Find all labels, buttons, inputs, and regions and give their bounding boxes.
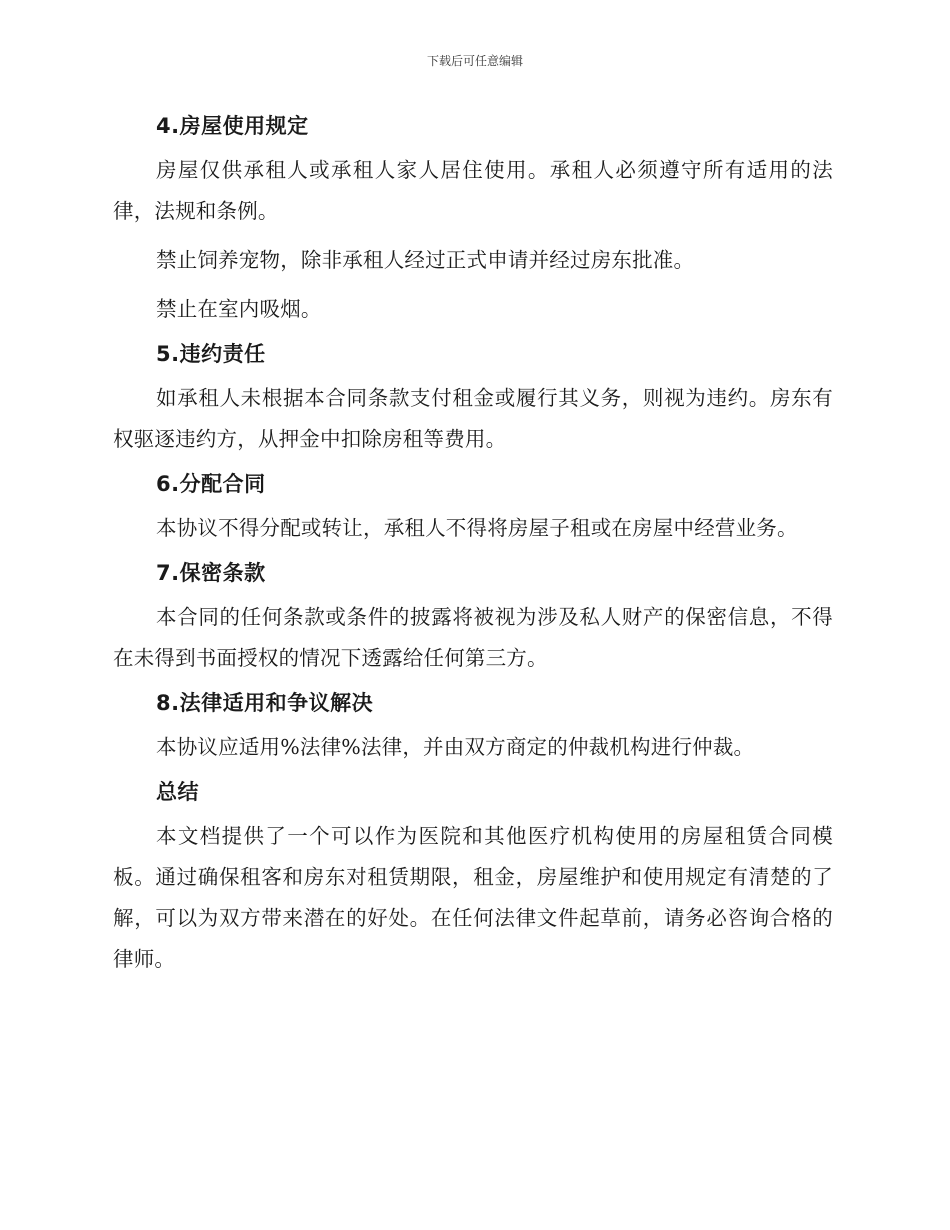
paragraph: 本合同的任何条款或条件的披露将被视为涉及私人财产的保密信息，不得在未得到书面授权的情况下透露给任何第三方。	[113, 605, 833, 670]
page-header: 下载后可任意编辑	[426, 54, 523, 68]
section-heading: 6.分配合同	[156, 472, 266, 496]
section-assignment	[113, 468, 833, 549]
paragraph: 本协议应适用%法律%法律，并由双方商定的仲裁机构进行仲裁。	[156, 735, 755, 759]
section-heading: 7.保密条款	[156, 561, 266, 585]
section-heading: 总结	[156, 780, 199, 804]
section-governing-law	[113, 687, 833, 768]
paragraph: 禁止饲养宠物，除非承租人经过正式申请并经过房东批准。	[156, 248, 695, 272]
paragraph: 如承租人未根据本合同条款支付租金或履行其义务，则视为违约。房东有权驱逐违约方，从押金中扣除房租等费用。	[113, 386, 833, 451]
section-heading: 5.违约责任	[156, 342, 266, 366]
paragraph: 房屋仅供承租人或承租人家人居住使用。承租人必须遵守所有适用的法律，法规和条例。	[113, 158, 833, 223]
section-usage-rules	[113, 110, 833, 330]
paragraph: 禁止在室内吸烟。	[156, 297, 322, 321]
section-heading: 8.法律适用和争议解决	[156, 691, 374, 715]
paragraph: 本文档提供了一个可以作为医院和其他医疗机构使用的房屋租赁合同模板。通过确保租客和房东对租赁期限，租金，房屋维护和使用规定有清楚的了解，可以为双方带来潜在的好处。在任何法律文件起草前，请务必咨询合格的律师。	[113, 824, 833, 971]
paragraph: 本协议不得分配或转让，承租人不得将房屋子租或在房屋中经营业务。	[156, 516, 798, 540]
section-heading: 4.房屋使用规定	[156, 114, 309, 138]
section-confidentiality	[113, 557, 833, 679]
section-summary	[113, 776, 833, 980]
document-body	[113, 110, 833, 980]
section-breach-liability	[113, 338, 833, 460]
